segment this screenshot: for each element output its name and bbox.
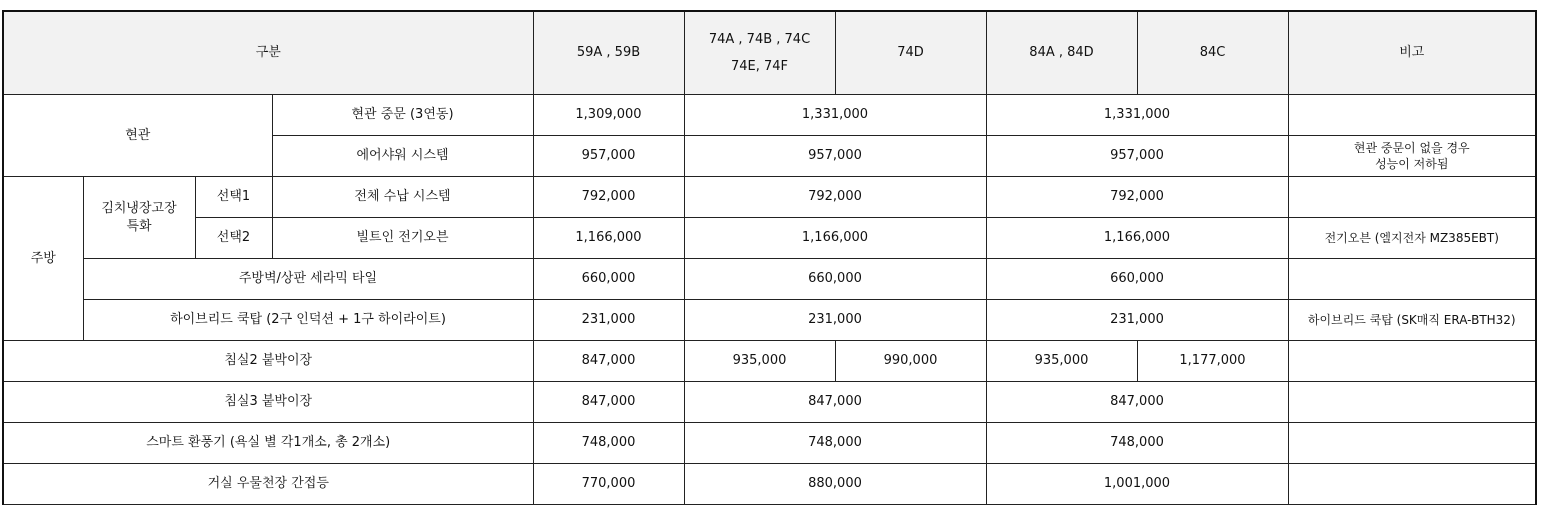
header-74abc	[684, 11, 835, 95]
table-row	[3, 218, 1536, 259]
header-59: 59A , 59B	[533, 11, 684, 95]
table-row	[3, 341, 1536, 382]
price-59: 1,309,000	[533, 95, 684, 136]
price-84: 748,000	[986, 423, 1288, 464]
group-kitchen: 주방	[3, 177, 83, 341]
note-cell	[1288, 136, 1536, 177]
item-label: 거실 우물천장 간접등	[3, 464, 533, 505]
note-cell	[1288, 423, 1536, 464]
item-label: 하이브리드 쿡탑 (2구 인덕션 + 1구 하이라이트)	[83, 300, 533, 341]
price-74: 1,331,000	[684, 95, 986, 136]
price-84: 231,000	[986, 300, 1288, 341]
header-74abc-line2: 74E, 74F	[730, 59, 789, 74]
subgroup-line: 특화	[126, 218, 152, 234]
header-category: 구분	[3, 11, 533, 95]
item-label: 에어샤워 시스템	[272, 136, 533, 177]
price-59: 748,000	[533, 423, 684, 464]
note-cell: 전기오븐 (엘지전자 MZ385EBT)	[1288, 218, 1536, 259]
subgroup-kimchi	[83, 177, 195, 259]
table-row	[3, 464, 1536, 505]
item-label: 침실3 붙박이장	[3, 382, 533, 423]
price-74: 660,000	[684, 259, 986, 300]
price-84: 792,000	[986, 177, 1288, 218]
price-59: 770,000	[533, 464, 684, 505]
table-row	[3, 382, 1536, 423]
note-cell	[1288, 95, 1536, 136]
note-cell	[1288, 177, 1536, 218]
price-74: 748,000	[684, 423, 986, 464]
price-59: 231,000	[533, 300, 684, 341]
header-84c: 84C	[1137, 11, 1288, 95]
price-74: 1,166,000	[684, 218, 986, 259]
header-74d: 74D	[835, 11, 986, 95]
header-84ad: 84A , 84D	[986, 11, 1137, 95]
price-84: 1,001,000	[986, 464, 1288, 505]
options-price-table	[2, 10, 1537, 505]
note-cell	[1288, 259, 1536, 300]
header-74abc-line1: 74A , 74B , 74C	[708, 31, 811, 47]
option-label: 선택1	[195, 177, 272, 218]
group-entrance: 현관	[3, 95, 272, 177]
table-row	[3, 423, 1536, 464]
price-59: 792,000	[533, 177, 684, 218]
price-84ad: 935,000	[986, 341, 1137, 382]
price-74: 792,000	[684, 177, 986, 218]
item-label: 스마트 환풍기 (욕실 별 각1개소, 총 2개소)	[3, 423, 533, 464]
item-label: 빌트인 전기오븐	[272, 218, 533, 259]
note-cell	[1288, 464, 1536, 505]
note-cell	[1288, 382, 1536, 423]
table-row	[3, 177, 1536, 218]
item-label: 전체 수납 시스템	[272, 177, 533, 218]
note-line: 성능이 저하됨	[1375, 157, 1449, 171]
item-label: 현관 중문 (3연동)	[272, 95, 533, 136]
item-label: 침실2 붙박이장	[3, 341, 533, 382]
price-59: 847,000	[533, 382, 684, 423]
subgroup-line: 김치냉장고장	[101, 200, 177, 216]
price-74: 957,000	[684, 136, 986, 177]
table-row	[3, 300, 1536, 341]
price-84: 957,000	[986, 136, 1288, 177]
note-cell	[1288, 341, 1536, 382]
price-84: 1,166,000	[986, 218, 1288, 259]
price-59: 660,000	[533, 259, 684, 300]
note-line: 현관 중문이 없을 경우	[1353, 140, 1470, 155]
price-59: 1,166,000	[533, 218, 684, 259]
table-row	[3, 95, 1536, 136]
price-84: 1,331,000	[986, 95, 1288, 136]
price-74: 231,000	[684, 300, 986, 341]
price-74abc: 935,000	[684, 341, 835, 382]
option-label: 선택2	[195, 218, 272, 259]
price-84: 847,000	[986, 382, 1288, 423]
price-74: 880,000	[684, 464, 986, 505]
item-label: 주방벽/상판 세라믹 타일	[83, 259, 533, 300]
header-row	[3, 11, 1536, 95]
price-74d: 990,000	[835, 341, 986, 382]
note-cell: 하이브리드 쿡탑 (SK매직 ERA-BTH32)	[1288, 300, 1536, 341]
price-59: 847,000	[533, 341, 684, 382]
price-59: 957,000	[533, 136, 684, 177]
price-74: 847,000	[684, 382, 986, 423]
header-note: 비고	[1288, 11, 1536, 95]
price-84: 660,000	[986, 259, 1288, 300]
table-row	[3, 259, 1536, 300]
price-84c: 1,177,000	[1137, 341, 1288, 382]
